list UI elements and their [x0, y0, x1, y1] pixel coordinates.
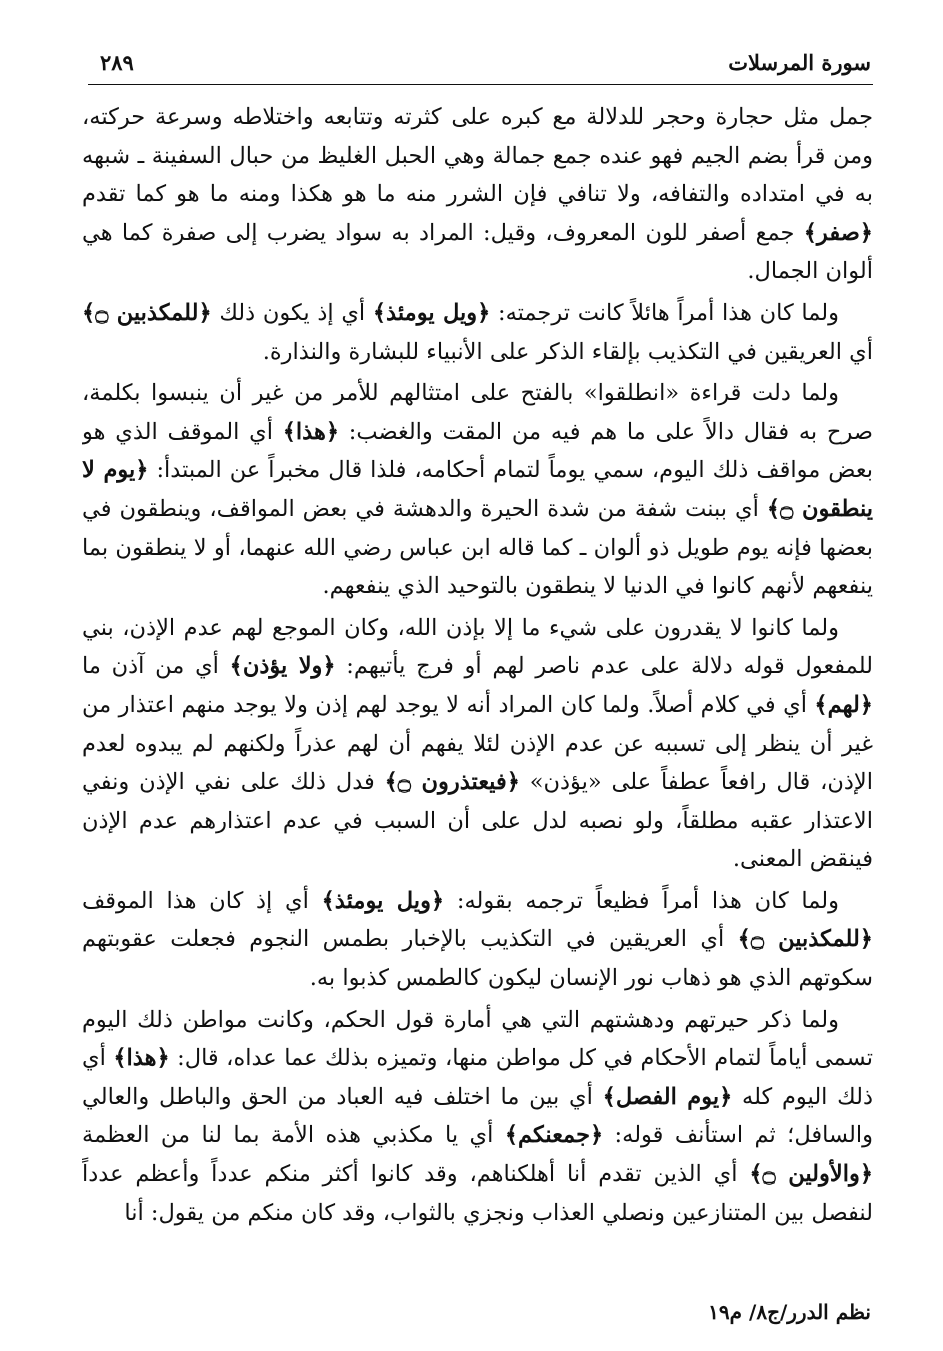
text-run: جمع أصفر للون المعروف، وقيل: المراد به سواد يضرب إلى صفرة كما هي ألوان الجمال. — [82, 219, 873, 285]
text-run: أي إذ يكون ذلك — [211, 299, 373, 326]
footer-signature: نظم الدرر/ج٨/ م١٩ — [708, 1300, 871, 1324]
surah-title: سورة المرسلات — [728, 50, 871, 75]
quran-quote: ﴿للمكذبين ۝﴾ — [82, 299, 212, 326]
paragraph — [82, 294, 873, 371]
text-run: أي ببنت شفة من شدة الحيرة والدهشة في بعض المواقف، وينطقون في بعضها فإنه يوم طويل ذو ألوان ـ كما قاله ابن عباس رضي الله عنهما، أو لا ينطقون بما ينفعهم لأنهم كانوا في الدنيا لا ينطقون بالتوحيد الذي ينفعهم. — [82, 495, 873, 600]
page-number: ٢٨٩ — [100, 50, 134, 75]
quran-quote: ﴿يوم الفصل﴾ — [602, 1083, 733, 1110]
text-run: أي يا مكذبي هذه الأمة بما لنا من العظمة — [82, 1122, 505, 1149]
paragraph — [82, 882, 873, 998]
text-run: أي من آذن ما — [82, 653, 230, 680]
paragraph — [82, 374, 873, 606]
text-run: ولما ذكر حيرتهم ودهشتهم التي هي أمارة قول الحكم، وكانت مواطن ذلك اليوم تسمى أياماً لتمام الأحكام في كل مواطن منها، وتميزه بذلك عما عداه، قال: — [82, 1006, 873, 1072]
quran-quote: ﴿صفر﴾ — [803, 219, 873, 246]
paragraph — [82, 1001, 873, 1233]
quran-quote: ﴿والأولين ۝﴾ — [749, 1161, 873, 1188]
text-run: جمل مثل حجارة وحجر للدلالة مع كبره على كثرته وتتابعه واختلاطه وسرعة حركته، ومن قرأ بضم الجيم فهو عنده جمع جمالة وهي الحبل الغليظ من حبال السفينة ـ شبهه به في امتداده والتفافه، ولا تنافي فإن الشرر منه ما هو هكذا ومنه ما هو كما تقدم — [82, 104, 873, 208]
text-run: أي بين ما اختلف فيه العباد من الحق والباطل والعالي والسافل؛ ثم استأنف قوله: — [82, 1083, 873, 1149]
page-header — [88, 44, 873, 85]
text-run: ولما كان هذا أمراً هائلاً كانت ترجمته: — [490, 299, 840, 326]
quran-quote: ﴿يوم لا ينطقون ۝﴾ — [82, 457, 873, 522]
text-run: أي العريقين في التكذيب بإلقاء الذكر على الأنبياء للبشارة والنذارة. — [262, 338, 873, 365]
quran-quote: ﴿ويل يومئذ﴾ — [372, 299, 491, 326]
text-run: ولما كانوا لا يقدرون على شيء ما إلا بإذن الله، وكان الموجع لهم عدم الإذن، بني للمفعول قوله دلالة على عدم ناصر لهم أو فرج يأتيهم: — [82, 614, 873, 680]
text-run: أي إذ كان هذا الموقف — [82, 887, 322, 914]
quran-quote: ﴿للمكذبين ۝﴾ — [737, 926, 873, 953]
quran-quote: ﴿جمعنكم﴾ — [504, 1122, 604, 1149]
quran-quote: ﴿ويل يومئذ﴾ — [321, 887, 445, 914]
quran-quote: ﴿لهم﴾ — [814, 691, 873, 718]
text-run: أي في كلام أصلاً. ولما كان المراد أنه لا يوجد لهم إذن ولا يوجد منهم اعتذار من غير أن ينظر إلى تسببه عن عدم الإذن لئلا يفهم أن لهم عذراً ولكنهم لم يبدوه لعدم الإذن، قال رافعاً عطفاً على «يؤذن» — [82, 691, 873, 796]
text-run: أي العريقين في التكذيب بالإخبار بطمس النجوم فجعلت عقوبتهم سكوتهم الذي هو ذهاب نور الإنسان ليكون كالطمس كذبوا به. — [82, 926, 873, 992]
body-text — [82, 98, 873, 1274]
text-run: أي الذين تقدم أنا أهلكناهم، وقد كانوا أكثر منكم عدداً وأعظم عدداً لنفصل بين المتنازعين ونصلي العذاب ونجزي بالثواب، وقد كان منكم من يقول: أنا — [82, 1161, 873, 1226]
text-run: أي ذلك اليوم كله — [82, 1045, 873, 1110]
quran-quote: ﴿فيعتذرون ۝﴾ — [384, 769, 520, 796]
text-run: أي الموقف الذي هو بعض مواقف ذلك اليوم، سمي يوماً لتمام أحكامه، فلذا قال مخبراً عن المبتدأ: — [82, 418, 873, 484]
text-run: ولما كان هذا أمراً فظيعاً ترجمه بقوله: — [444, 887, 839, 914]
quran-quote: ﴿ولا يؤذن﴾ — [229, 653, 336, 680]
text-run: فدل ذلك على نفي الإذن ونفي الاعتذار عقبه مطلقاً، ولو نصبه لدل على أن السبب في عدم اعتذارهم عدم الإذن فينقض المعنى. — [82, 769, 873, 873]
quran-quote: ﴿هذا﴾ — [282, 418, 340, 445]
text-run: ولما دلت قراءة «انطلقوا» بالفتح على امتثالهم للأمر من غير أن ينبسوا بكلمة، صرح به فقال دالاً على ما هم فيه من المقت والغضب: — [82, 380, 873, 445]
paragraph — [82, 609, 873, 879]
paragraph — [82, 98, 873, 291]
quran-quote: ﴿هذا﴾ — [113, 1045, 170, 1072]
